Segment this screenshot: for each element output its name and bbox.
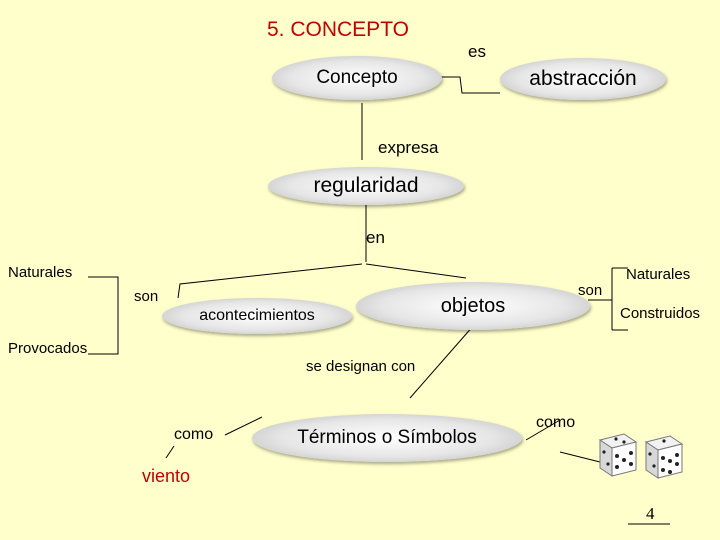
link-son-left: son: [134, 288, 159, 305]
leaf-viento: viento: [142, 466, 191, 486]
leaf-provocados: Provocados: [8, 340, 88, 357]
link-se-designan-con: se designan con: [306, 358, 416, 375]
line-en-acontecimientos: [178, 264, 362, 298]
dice-icon: [596, 430, 696, 482]
page-number: 4: [646, 504, 655, 523]
link-como-right: como: [536, 414, 576, 431]
slide-title: 5. CONCEPTO: [267, 18, 409, 41]
line-en-objetos: [366, 264, 466, 278]
node-abstraccion: abstracción: [500, 58, 666, 100]
link-es: es: [468, 42, 486, 61]
link-expresa: expresa: [378, 138, 439, 157]
leaf-naturales-right: Naturales: [626, 266, 691, 283]
link-en: en: [366, 228, 385, 247]
link-como-left: como: [174, 426, 214, 443]
bracket-left: [88, 277, 118, 354]
node-concepto: Concepto: [272, 56, 442, 100]
node-objetos: objetos: [356, 282, 590, 330]
line-viento: [166, 446, 174, 458]
link-son-right: son: [578, 282, 603, 299]
line-concepto-abstraccion: [440, 77, 500, 93]
line-objetos-terminos: [410, 325, 474, 398]
node-regularidad: regularidad: [268, 167, 464, 205]
node-acontecimientos: acontecimientos: [162, 298, 352, 334]
line-como-dice: [560, 452, 600, 462]
node-terminos: Términos o Símbolos: [252, 414, 522, 462]
leaf-construidos: Construidos: [620, 305, 701, 322]
leaf-naturales-left: Naturales: [8, 264, 73, 281]
